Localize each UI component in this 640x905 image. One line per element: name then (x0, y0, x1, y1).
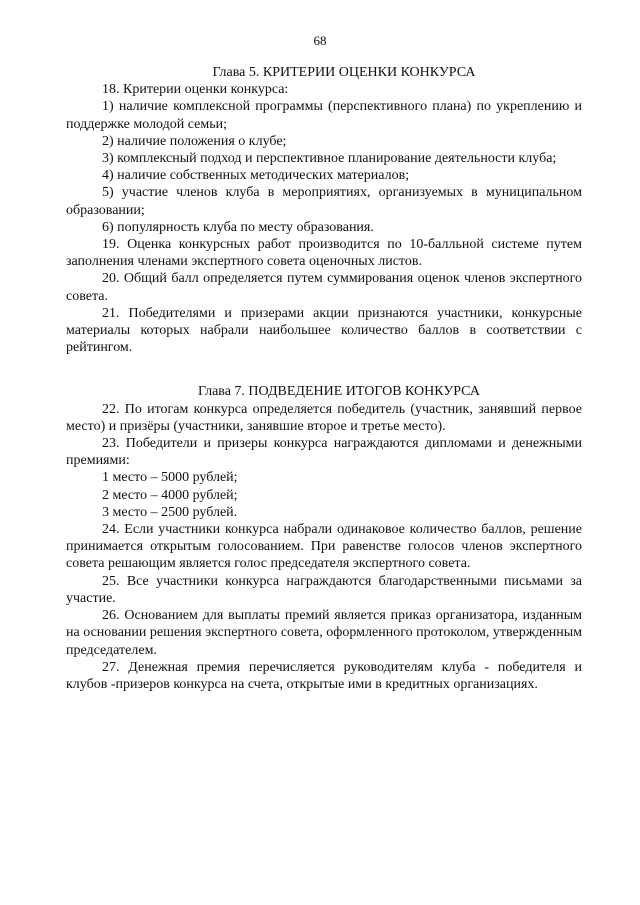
paragraph-18: 18. Критерии оценки конкурса: (102, 82, 289, 98)
prize-2: 2 место – 4000 рублей; (102, 487, 238, 503)
prize-3: 3 место – 2500 рублей. (102, 504, 238, 520)
criterion-4: 4) наличие собственных методических материалов; (102, 168, 410, 184)
paragraph-21: 21. Победителями и призерами акции признаются участники, конкурсные материалы которых набрали наибольшее количество баллов в соответствии с рейтингом. (66, 305, 582, 356)
paragraph-25: 25. Все участники конкурса награждаются благодарственными письмами за участие. (66, 573, 582, 606)
paragraph-22: 22. По итогам конкурса определяется победитель (участник, занявший первое место) и призёры (участники, занявшие второе и третье место). (66, 401, 582, 434)
prize-1: 1 место – 5000 рублей; (102, 470, 238, 486)
paragraph-24: 24. Если участники конкурса набрали одинаковое количество баллов, решение принимается открытым голосованием. При равенстве голосов членов экспертного совета решающим является голос председателя экспертного совета. (66, 522, 582, 572)
criterion-6: 6) популярность клуба по месту образования. (102, 219, 374, 235)
criterion-5: 5) участие членов клуба в мероприятиях, организуемых в муниципальном образовании; (66, 185, 582, 218)
paragraph-26: 26. Основанием для выплаты премий является приказ организатора, изданным на основании решения экспертного совета, оформленного протоколом, утвержденным председателем. (66, 608, 582, 658)
paragraph-23: 23. Победители и призеры конкурса награждаются дипломами и денежными премиями: (66, 436, 582, 469)
paragraph-20: 20. Общий балл определяется путем суммирования оценок членов экспертного совета. (66, 271, 582, 304)
chapter-7-heading: Глава 7. ПОДВЕДЕНИЕ ИТОГОВ КОНКУРСА (198, 384, 480, 400)
paragraph-19: 19. Оценка конкурсных работ производится по 10-балльной системе путем заполнения членами экспертного совета оценочных листов. (66, 237, 582, 270)
criterion-2: 2) наличие положения о клубе; (102, 133, 287, 149)
chapter-5-heading: Глава 5. КРИТЕРИИ ОЦЕНКИ КОНКУРСА (212, 65, 476, 80)
paragraph-27: 27. Денежная премия перечисляется руководителям клуба - победителя и клубов -призеров конкурса на счета, открытые ими в кредитных организациях. (66, 659, 582, 692)
page-content (66, 64, 582, 693)
page-number: 68 (313, 33, 327, 48)
criterion-3: 3) комплексный подход и перспективное планирование деятельности клуба; (102, 151, 557, 167)
criterion-1: 1) наличие комплексной программы (перспективного плана) по укреплению и поддержке молодой семьи; (66, 99, 582, 132)
